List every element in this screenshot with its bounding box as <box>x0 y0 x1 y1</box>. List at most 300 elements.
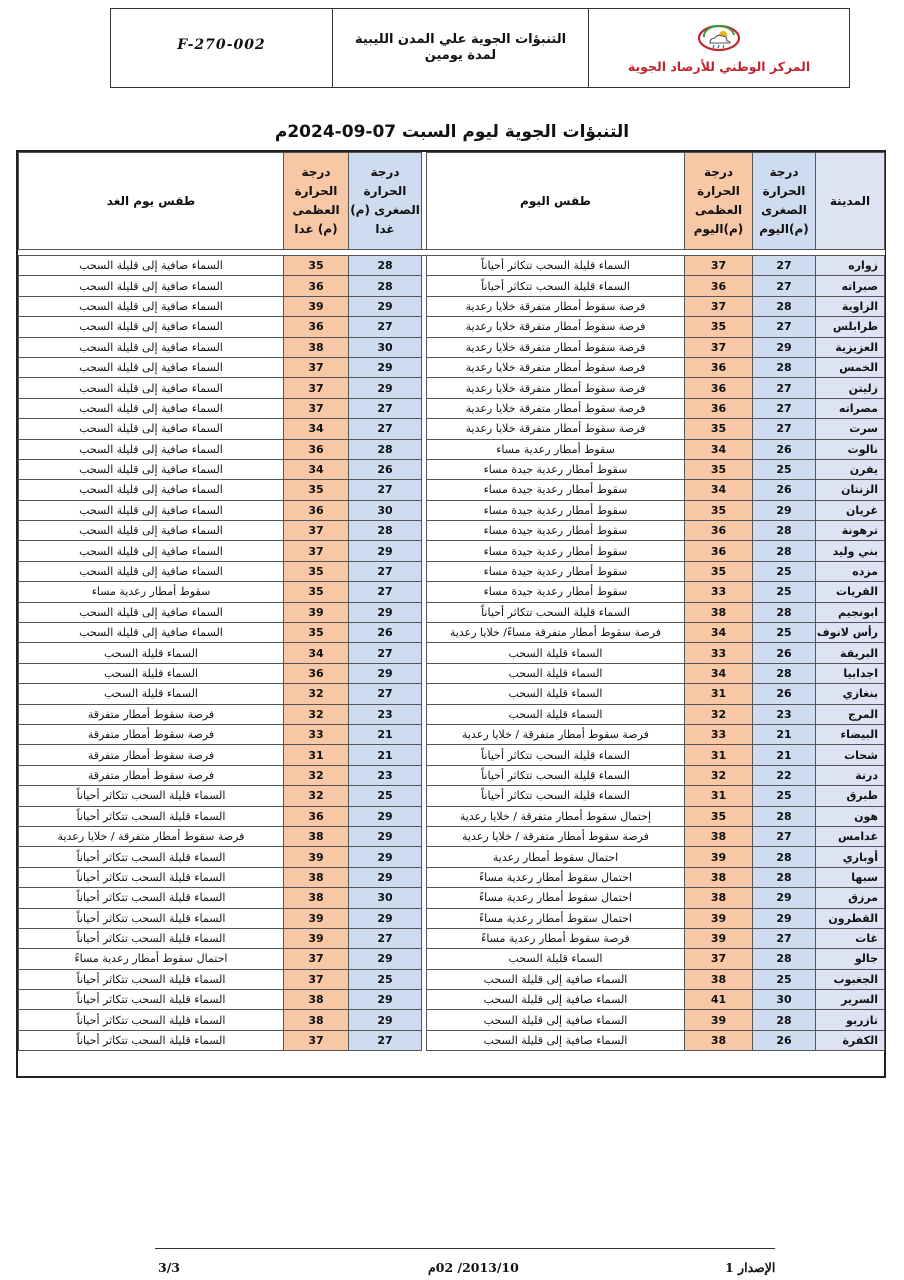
weather-today-cell: سقوط أمطار رعدية جيدة مساء <box>427 500 685 520</box>
min-tomorrow-cell: 29 <box>349 663 422 683</box>
city-cell: سبها <box>816 867 885 887</box>
table-row <box>19 969 885 989</box>
organization-block <box>589 9 849 87</box>
city-cell: العزيزية <box>816 337 885 357</box>
weather-today-cell: فرصة سقوط أمطار متفرقة خلايا رعدية <box>427 357 685 377</box>
weather-today-cell: السماء قليلة السحب تتكاثر أحياناً <box>427 786 685 806</box>
weather-today-cell: السماء صافية إلى قليلة السحب <box>427 1030 685 1050</box>
weather-today-cell: السماء صافية إلى قليلة السحب <box>427 1010 685 1030</box>
min-tomorrow-cell: 27 <box>349 398 422 418</box>
city-cell: القطرون <box>816 908 885 928</box>
column-gap <box>422 296 427 316</box>
table-row <box>19 928 885 948</box>
col-min-today: درجة الحرارة الصغرى (م)اليوم <box>753 153 816 250</box>
min-tomorrow-cell: 25 <box>349 969 422 989</box>
city-cell: غات <box>816 928 885 948</box>
footer-edition: الإصدار 1 <box>725 1260 776 1275</box>
min-tomorrow-cell: 23 <box>349 704 422 724</box>
min-today-cell: 27 <box>753 419 816 439</box>
min-tomorrow-cell: 29 <box>349 908 422 928</box>
column-gap <box>422 969 427 989</box>
weather-tomorrow-cell: فرصة سقوط أمطار متفرقة <box>19 724 284 744</box>
weather-today-cell: احتمال سقوط أمطار رعدية مساءً <box>427 867 685 887</box>
min-tomorrow-cell: 29 <box>349 949 422 969</box>
weather-tomorrow-cell: السماء صافية إلى قليلة السحب <box>19 500 284 520</box>
column-gap <box>422 317 427 337</box>
max-tomorrow-cell: 32 <box>284 765 349 785</box>
table-row <box>19 704 885 724</box>
table-row <box>19 357 885 377</box>
min-tomorrow-cell: 27 <box>349 317 422 337</box>
min-tomorrow-cell: 28 <box>349 439 422 459</box>
max-today-cell: 31 <box>685 745 753 765</box>
column-gap <box>422 684 427 704</box>
max-tomorrow-cell: 38 <box>284 1010 349 1030</box>
weather-today-cell: سقوط أمطار رعدية جيدة مساء <box>427 459 685 479</box>
max-today-cell: 36 <box>685 398 753 418</box>
city-cell: الخمس <box>816 357 885 377</box>
city-cell: اجدابيا <box>816 663 885 683</box>
weather-tomorrow-cell: السماء قليلة السحب تتكاثر أحياناً <box>19 867 284 887</box>
min-tomorrow-cell: 29 <box>349 826 422 846</box>
max-tomorrow-cell: 36 <box>284 276 349 296</box>
weather-today-cell: السماء قليلة السحب تتكاثر أحياناً <box>427 765 685 785</box>
min-today-cell: 21 <box>753 745 816 765</box>
max-tomorrow-cell: 37 <box>284 398 349 418</box>
min-tomorrow-cell: 27 <box>349 643 422 663</box>
weather-today-cell: فرصة سقوط أمطار متفرقة / خلايا رعدية <box>427 724 685 744</box>
min-tomorrow-cell: 29 <box>349 847 422 867</box>
footer-page-number: 3/3 <box>158 1260 180 1275</box>
weather-today-cell: السماء قليلة السحب <box>427 663 685 683</box>
weather-today-cell: احتمال سقوط أمطار رعدية مساءً <box>427 908 685 928</box>
min-tomorrow-cell: 29 <box>349 806 422 826</box>
max-today-cell: 36 <box>685 521 753 541</box>
table-row <box>19 1030 885 1050</box>
weather-today-cell: احتمال سقوط أمطار رعدية مساءً <box>427 888 685 908</box>
min-tomorrow-cell: 21 <box>349 724 422 744</box>
max-tomorrow-cell: 37 <box>284 1030 349 1050</box>
weather-today-cell: سقوط أمطار رعدية جيدة مساء <box>427 480 685 500</box>
max-tomorrow-cell: 39 <box>284 296 349 316</box>
max-today-cell: 38 <box>685 1030 753 1050</box>
weather-tomorrow-cell: السماء صافية إلى قليلة السحب <box>19 419 284 439</box>
min-today-cell: 28 <box>753 867 816 887</box>
min-today-cell: 28 <box>753 663 816 683</box>
header-row <box>19 153 885 250</box>
min-tomorrow-cell: 27 <box>349 561 422 581</box>
min-today-cell: 29 <box>753 908 816 928</box>
max-tomorrow-cell: 37 <box>284 357 349 377</box>
city-cell: بنغازي <box>816 684 885 704</box>
weather-tomorrow-cell: السماء قليلة السحب تتكاثر أحياناً <box>19 888 284 908</box>
max-today-cell: 37 <box>685 296 753 316</box>
max-today-cell: 38 <box>685 602 753 622</box>
col-max-today: درجة الحرارة العظمى (م)اليوم <box>685 153 753 250</box>
column-gap <box>422 337 427 357</box>
table-row <box>19 378 885 398</box>
min-today-cell: 28 <box>753 602 816 622</box>
table-row <box>19 826 885 846</box>
city-cell: سرت <box>816 419 885 439</box>
min-today-cell: 29 <box>753 337 816 357</box>
table-row <box>19 398 885 418</box>
weather-tomorrow-cell: السماء قليلة السحب <box>19 684 284 704</box>
min-tomorrow-cell: 29 <box>349 378 422 398</box>
max-tomorrow-cell: 35 <box>284 480 349 500</box>
min-tomorrow-cell: 27 <box>349 928 422 948</box>
column-gap <box>422 908 427 928</box>
col-min-tomorrow: درجة الحرارة الصغرى (م) غدا <box>349 153 422 250</box>
column-gap <box>422 724 427 744</box>
weather-today-cell: إحتمال سقوط أمطار متفرقة / خلايا رعدية <box>427 806 685 826</box>
min-tomorrow-cell: 28 <box>349 256 422 276</box>
max-today-cell: 33 <box>685 724 753 744</box>
table-row <box>19 663 885 683</box>
max-today-cell: 36 <box>685 541 753 561</box>
min-tomorrow-cell: 28 <box>349 276 422 296</box>
max-today-cell: 38 <box>685 969 753 989</box>
max-today-cell: 35 <box>685 459 753 479</box>
weather-today-cell: احتمال سقوط أمطار رعدية <box>427 847 685 867</box>
column-gap <box>422 398 427 418</box>
weather-tomorrow-cell: السماء قليلة السحب <box>19 643 284 663</box>
city-cell: ترهونة <box>816 521 885 541</box>
weather-today-cell: سقوط أمطار رعدية جيدة مساء <box>427 561 685 581</box>
max-today-cell: 34 <box>685 439 753 459</box>
max-tomorrow-cell: 39 <box>284 928 349 948</box>
max-tomorrow-cell: 37 <box>284 378 349 398</box>
table-row <box>19 317 885 337</box>
max-tomorrow-cell: 35 <box>284 256 349 276</box>
city-cell: مرزق <box>816 888 885 908</box>
min-today-cell: 27 <box>753 317 816 337</box>
weather-tomorrow-cell: احتمال سقوط أمطار رعدية مساءً <box>19 949 284 969</box>
max-today-cell: 35 <box>685 806 753 826</box>
column-gap <box>422 276 427 296</box>
min-today-cell: 25 <box>753 459 816 479</box>
max-today-cell: 39 <box>685 928 753 948</box>
footer-date: 2013/10/ 02م <box>428 1260 519 1275</box>
max-today-cell: 37 <box>685 337 753 357</box>
city-cell: نالوت <box>816 439 885 459</box>
min-today-cell: 26 <box>753 684 816 704</box>
max-tomorrow-cell: 34 <box>284 459 349 479</box>
city-cell: ابونجيم <box>816 602 885 622</box>
city-cell: القريات <box>816 582 885 602</box>
city-cell: طرابلس <box>816 317 885 337</box>
max-tomorrow-cell: 35 <box>284 623 349 643</box>
weather-tomorrow-cell: السماء صافية إلى قليلة السحب <box>19 623 284 643</box>
col-weather-tomorrow: طقس يوم الغد <box>19 153 284 250</box>
weather-today-cell: فرصة سقوط أمطار متفرقة خلايا رعدية <box>427 419 685 439</box>
weather-today-cell: فرصة سقوط أمطار رعدية مساءً <box>427 928 685 948</box>
city-cell: غدامس <box>816 826 885 846</box>
max-today-cell: 33 <box>685 582 753 602</box>
min-today-cell: 29 <box>753 888 816 908</box>
column-gap <box>422 949 427 969</box>
weather-tomorrow-cell: السماء صافية إلى قليلة السحب <box>19 521 284 541</box>
min-tomorrow-cell: 23 <box>349 765 422 785</box>
header-subtitle-line2: لمدة يومين <box>424 48 497 63</box>
forecast-table-frame <box>16 150 886 1078</box>
column-gap <box>422 541 427 561</box>
min-today-cell: 21 <box>753 724 816 744</box>
city-cell: البريقة <box>816 643 885 663</box>
min-today-cell: 26 <box>753 1030 816 1050</box>
min-today-cell: 28 <box>753 1010 816 1030</box>
max-tomorrow-cell: 32 <box>284 704 349 724</box>
city-cell: صبراته <box>816 276 885 296</box>
city-cell: مزده <box>816 561 885 581</box>
column-gap <box>422 765 427 785</box>
column-gap <box>422 663 427 683</box>
max-today-cell: 32 <box>685 704 753 724</box>
column-gap <box>422 357 427 377</box>
max-tomorrow-cell: 37 <box>284 969 349 989</box>
weather-today-cell: فرصة سقوط أمطار متفرقة خلايا رعدية <box>427 296 685 316</box>
column-gap <box>422 582 427 602</box>
max-tomorrow-cell: 32 <box>284 786 349 806</box>
cloud-sun-logo-icon <box>696 23 742 53</box>
weather-tomorrow-cell: السماء صافية إلى قليلة السحب <box>19 337 284 357</box>
column-gap <box>422 1030 427 1050</box>
table-row <box>19 623 885 643</box>
min-tomorrow-cell: 27 <box>349 582 422 602</box>
weather-tomorrow-cell: السماء صافية إلى قليلة السحب <box>19 541 284 561</box>
city-cell: الجغبوب <box>816 969 885 989</box>
min-today-cell: 28 <box>753 357 816 377</box>
table-row <box>19 908 885 928</box>
city-cell: البيضاء <box>816 724 885 744</box>
weather-tomorrow-cell: السماء قليلة السحب تتكاثر أحياناً <box>19 990 284 1010</box>
max-today-cell: 37 <box>685 256 753 276</box>
city-cell: أوباري <box>816 847 885 867</box>
min-today-cell: 28 <box>753 521 816 541</box>
weather-tomorrow-cell: السماء صافية إلى قليلة السحب <box>19 480 284 500</box>
weather-today-cell: السماء قليلة السحب <box>427 704 685 724</box>
weather-tomorrow-cell: فرصة سقوط أمطار متفرقة <box>19 745 284 765</box>
min-tomorrow-cell: 27 <box>349 1030 422 1050</box>
weather-today-cell: السماء قليلة السحب تتكاثر أحياناً <box>427 745 685 765</box>
weather-tomorrow-cell: السماء قليلة السحب تتكاثر أحياناً <box>19 786 284 806</box>
min-tomorrow-cell: 27 <box>349 419 422 439</box>
max-tomorrow-cell: 36 <box>284 439 349 459</box>
max-tomorrow-cell: 39 <box>284 602 349 622</box>
forecast-rows <box>19 256 885 1051</box>
min-tomorrow-cell: 30 <box>349 500 422 520</box>
min-tomorrow-cell: 29 <box>349 1010 422 1030</box>
header-subtitle <box>333 9 589 87</box>
max-today-cell: 39 <box>685 908 753 928</box>
column-gap <box>422 888 427 908</box>
min-tomorrow-cell: 26 <box>349 459 422 479</box>
min-today-cell: 30 <box>753 990 816 1010</box>
max-tomorrow-cell: 31 <box>284 745 349 765</box>
weather-today-cell: فرصة سقوط أمطار متفرقة / خلايا رعدية <box>427 826 685 846</box>
weather-tomorrow-cell: السماء قليلة السحب تتكاثر أحياناً <box>19 1030 284 1050</box>
weather-tomorrow-cell: السماء صافية إلى قليلة السحب <box>19 256 284 276</box>
col-max-tomorrow: درجة الحرارة العظمى (م) غدا <box>284 153 349 250</box>
city-cell: الزاوية <box>816 296 885 316</box>
min-tomorrow-cell: 29 <box>349 602 422 622</box>
min-tomorrow-cell: 27 <box>349 480 422 500</box>
weather-tomorrow-cell: السماء صافية إلى قليلة السحب <box>19 602 284 622</box>
city-cell: تازربو <box>816 1010 885 1030</box>
city-cell: غريان <box>816 500 885 520</box>
column-gap <box>422 847 427 867</box>
min-tomorrow-cell: 25 <box>349 786 422 806</box>
header-subtitle-line1: التنبؤات الجوية علي المدن الليبية <box>354 32 567 47</box>
max-tomorrow-cell: 38 <box>284 867 349 887</box>
city-cell: زليتن <box>816 378 885 398</box>
weather-today-cell: السماء قليلة السحب تتكاثر أحياناً <box>427 256 685 276</box>
weather-today-cell: السماء قليلة السحب <box>427 684 685 704</box>
max-today-cell: 38 <box>685 826 753 846</box>
max-tomorrow-cell: 37 <box>284 521 349 541</box>
column-gap <box>422 643 427 663</box>
weather-tomorrow-cell: السماء قليلة السحب تتكاثر أحياناً <box>19 806 284 826</box>
max-tomorrow-cell: 34 <box>284 419 349 439</box>
column-gap <box>422 153 427 250</box>
weather-today-cell: السماء صافية إلى قليلة السحب <box>427 969 685 989</box>
table-row <box>19 561 885 581</box>
min-today-cell: 27 <box>753 378 816 398</box>
min-today-cell: 29 <box>753 500 816 520</box>
weather-tomorrow-cell: السماء قليلة السحب تتكاثر أحياناً <box>19 1010 284 1030</box>
max-today-cell: 36 <box>685 378 753 398</box>
table-row <box>19 337 885 357</box>
max-today-cell: 32 <box>685 765 753 785</box>
column-gap <box>422 786 427 806</box>
weather-today-cell: فرصة سقوط أمطار متفرقة خلايا رعدية <box>427 398 685 418</box>
forecast-table <box>18 152 885 1051</box>
weather-today-cell: السماء قليلة السحب تتكاثر أحياناً <box>427 276 685 296</box>
city-cell: الكفرة <box>816 1030 885 1050</box>
table-row <box>19 459 885 479</box>
min-today-cell: 28 <box>753 296 816 316</box>
max-tomorrow-cell: 39 <box>284 847 349 867</box>
city-cell: بني وليد <box>816 541 885 561</box>
min-tomorrow-cell: 30 <box>349 888 422 908</box>
city-cell: زواره <box>816 256 885 276</box>
max-today-cell: 35 <box>685 419 753 439</box>
column-gap <box>422 928 427 948</box>
weather-today-cell: فرصة سقوط أمطار متفرقة خلايا رعدية <box>427 317 685 337</box>
min-today-cell: 28 <box>753 949 816 969</box>
max-today-cell: 36 <box>685 357 753 377</box>
min-today-cell: 28 <box>753 541 816 561</box>
max-today-cell: 36 <box>685 276 753 296</box>
weather-tomorrow-cell: السماء صافية إلى قليلة السحب <box>19 439 284 459</box>
city-cell: الزنتان <box>816 480 885 500</box>
min-tomorrow-cell: 21 <box>349 745 422 765</box>
max-tomorrow-cell: 38 <box>284 990 349 1010</box>
table-row <box>19 765 885 785</box>
min-today-cell: 28 <box>753 847 816 867</box>
organization-name: المركز الوطني للأرصاد الجوية <box>627 58 811 74</box>
min-tomorrow-cell: 26 <box>349 623 422 643</box>
max-today-cell: 39 <box>685 847 753 867</box>
footer-divider <box>155 1248 775 1249</box>
table-row <box>19 296 885 316</box>
max-tomorrow-cell: 38 <box>284 826 349 846</box>
column-gap <box>422 704 427 724</box>
min-today-cell: 26 <box>753 480 816 500</box>
weather-tomorrow-cell: فرصة سقوط أمطار متفرقة / خلايا رعدية <box>19 826 284 846</box>
table-row <box>19 602 885 622</box>
max-tomorrow-cell: 36 <box>284 663 349 683</box>
table-row <box>19 724 885 744</box>
min-today-cell: 25 <box>753 561 816 581</box>
max-tomorrow-cell: 37 <box>284 949 349 969</box>
max-today-cell: 37 <box>685 949 753 969</box>
max-today-cell: 35 <box>685 561 753 581</box>
weather-today-cell: السماء صافية إلى قليلة السحب <box>427 990 685 1010</box>
column-gap <box>422 602 427 622</box>
column-gap <box>422 378 427 398</box>
weather-tomorrow-cell: السماء صافية إلى قليلة السحب <box>19 378 284 398</box>
column-gap <box>422 459 427 479</box>
weather-today-cell: سقوط أمطار رعدية جيدة مساء <box>427 541 685 561</box>
min-tomorrow-cell: 27 <box>349 684 422 704</box>
max-tomorrow-cell: 36 <box>284 500 349 520</box>
max-tomorrow-cell: 37 <box>284 541 349 561</box>
weather-tomorrow-cell: السماء صافية إلى قليلة السحب <box>19 398 284 418</box>
table-row <box>19 582 885 602</box>
min-today-cell: 27 <box>753 398 816 418</box>
column-gap <box>422 806 427 826</box>
min-today-cell: 27 <box>753 928 816 948</box>
column-gap <box>422 990 427 1010</box>
max-tomorrow-cell: 36 <box>284 317 349 337</box>
weather-today-cell: سقوط أمطار رعدية مساء <box>427 439 685 459</box>
min-today-cell: 22 <box>753 765 816 785</box>
table-row <box>19 439 885 459</box>
page-title: التنبؤات الجوية ليوم السبت 07-09-2024م <box>274 122 630 142</box>
max-today-cell: 38 <box>685 867 753 887</box>
min-tomorrow-cell: 28 <box>349 521 422 541</box>
weather-tomorrow-cell: السماء قليلة السحب تتكاثر أحياناً <box>19 969 284 989</box>
weather-tomorrow-cell: فرصة سقوط أمطار متفرقة <box>19 765 284 785</box>
weather-today-cell: فرصة سقوط أمطار متفرقة خلايا رعدية <box>427 378 685 398</box>
col-city: المدينة <box>816 153 885 250</box>
table-row <box>19 888 885 908</box>
column-gap <box>422 256 427 276</box>
max-today-cell: 34 <box>685 663 753 683</box>
table-row <box>19 541 885 561</box>
weather-tomorrow-cell: السماء قليلة السحب تتكاثر أحياناً <box>19 847 284 867</box>
max-today-cell: 34 <box>685 480 753 500</box>
max-tomorrow-cell: 33 <box>284 724 349 744</box>
min-tomorrow-cell: 29 <box>349 357 422 377</box>
min-today-cell: 25 <box>753 786 816 806</box>
max-tomorrow-cell: 32 <box>284 684 349 704</box>
column-gap <box>422 521 427 541</box>
table-row <box>19 847 885 867</box>
city-cell: المرج <box>816 704 885 724</box>
table-row <box>19 867 885 887</box>
col-weather-today: طقس اليوم <box>427 153 685 250</box>
min-tomorrow-cell: 29 <box>349 867 422 887</box>
city-cell: السرير <box>816 990 885 1010</box>
max-today-cell: 41 <box>685 990 753 1010</box>
column-gap <box>422 480 427 500</box>
table-row <box>19 480 885 500</box>
city-cell: طبرق <box>816 786 885 806</box>
column-gap <box>422 623 427 643</box>
max-today-cell: 34 <box>685 623 753 643</box>
